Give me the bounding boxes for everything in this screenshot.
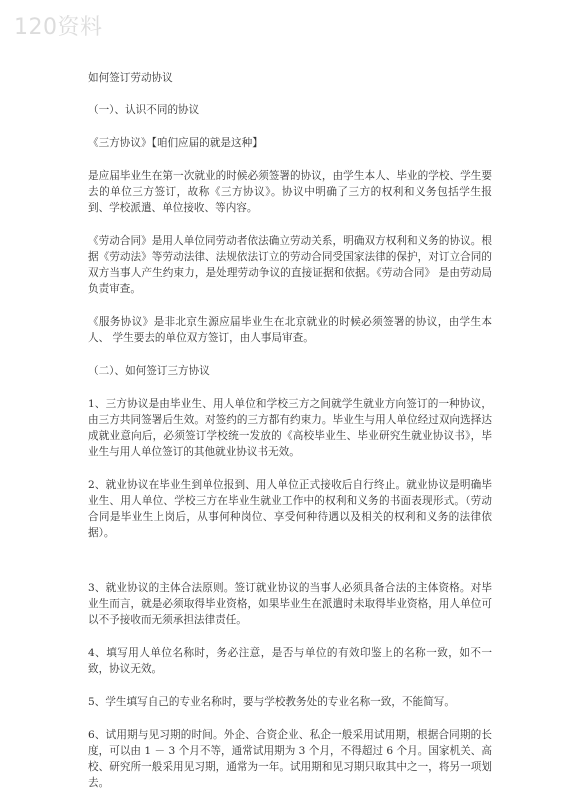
document-title: 如何签订劳动协议	[88, 72, 173, 84]
watermark-logo: 120资料	[14, 15, 103, 40]
list-item-1: 1、三方协议是由毕业生、用人单位和学校三方之间就学生就业方向签订的一种协议，由三方共同签署后生效。对签约的三方都有约束力。毕业生与用人单位经过双向选择达成就业意向后，必须签订学校统一发放的《高校毕业生、毕业研究生就业协议书》，毕业生与用人单位签订的其他就业协议书无效。	[88, 398, 492, 458]
section-heading-1: （一）、认识不同的协议	[88, 104, 200, 116]
list-item-3: 3、就业协议的主体合法原则。签订就业协议的当事人必须具备合法的主体资格。对毕业生而言，就是必须取得毕业资格，如果毕业生在派遣时未取得毕业资格，用人单位可以不予接收而无须承担法律责任。	[88, 582, 492, 626]
paragraph-service-agreement: 《服务协议》是非北京生源应届毕业生在北京就业的时候必须签署的协议，由学生本人、 学生要去的单位双方签订，由人事局审查。	[88, 316, 492, 344]
paragraph-labor-contract: 《劳动合同》是用人单位同劳动者依法确立劳动关系，明确双方权利和义务的协议。根据《劳动法》等劳动法律、法规依法订立的劳动合同受国家法律的保护，对订立合同的双方当事人产生约束力，是处理劳动争议的直接证据和依据。《劳动合同》 是由劳动局负责审查。	[88, 235, 492, 295]
section-heading-2: （二）、如何签订三方协议	[88, 365, 210, 377]
list-item-2: 2、就业协议在毕业生到单位报到、用人单位正式接收后自行终止。就业协议是明确毕业生、用人单位、学校三方在毕业生就业工作中的权利和义务的书面表现形式。（劳动合同是毕业生上岗后，从事何种岗位、享受何种待遇以及相关的权利和义务的法律依据）。	[88, 479, 492, 539]
tripartite-heading: 《三方协议》【咱们应届的就是这种】	[88, 137, 263, 149]
list-item-6: 6、试用期与见习期的时间。外企、合资企业、私企一般采用试用期，根据合同期的长度，可以由 1 － 3 个月不等，通常试用期为 3 个月，不得超过 6 个月。国家机关、高校、研究所一般采用见习期，通常为一年。试用期和见习期只取其中之一，将另一项划去。	[88, 729, 492, 789]
list-item-4: 4、填写用人单位名称时，务必注意，是否与单位的有效印鉴上的名称一致，如不一致，协议无效。	[88, 647, 492, 675]
spacer	[88, 558, 492, 580]
list-item-5: 5、学生填写自己的专业名称时，要与学校教务处的专业名称一致，不能简写。	[88, 696, 455, 708]
paragraph-tripartite: 是应届毕业生在第一次就业的时候必须签署的协议，由学生本人、毕业的学校、学生要去的单位三方签订，故称《三方协议》。协议中明确了三方的权利和义务包括学生报到、学校派遣、单位接收、等内容。	[88, 170, 492, 214]
document-body	[88, 70, 492, 808]
